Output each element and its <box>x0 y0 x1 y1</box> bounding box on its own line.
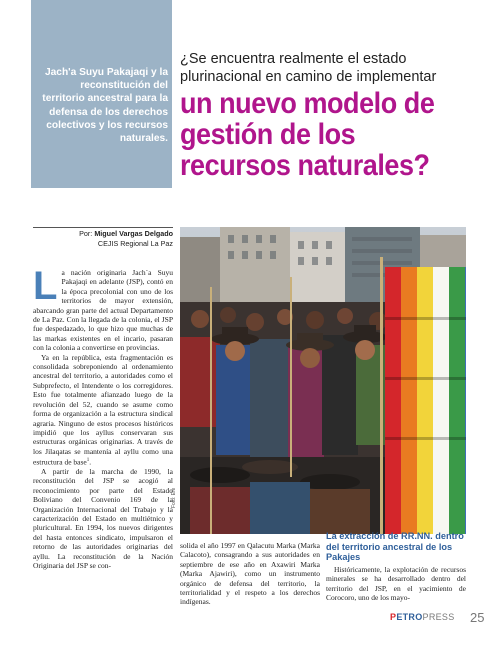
article-column-right <box>326 565 466 603</box>
question-heading: ¿Se encuentra realmente el estado plurinacional en camino de implementar <box>180 51 437 85</box>
dropcap: L <box>33 264 58 308</box>
headline: un nuevo modelo de gestión de los recursos naturales? <box>180 87 435 182</box>
petropress-logo: PETROPRESS <box>390 612 455 622</box>
photo-credit: Foto: Efe <box>171 487 177 508</box>
byline-author: Miguel Vargas Delgado <box>94 229 173 238</box>
sidebar-summary: Jach'a Suyu Pakajaqi y la reconstitución del territorio ancestral para la defensa de los derechos colectivos y los recursos naturales. <box>42 67 168 145</box>
article-paragraph: solida el año 1997 en Qalacutu Marka (Marka Calacoto), consagrando a sus autoridades en septiembre de ese año en Axawiri Marka (Marka Ajawiri), como un instrumento orgánico de defensa del territorio, la territorialidad y el respeto a los derechos indígenas. <box>180 541 320 607</box>
page-number: 25 <box>470 610 485 625</box>
byline-affiliation: CEJIS Regional La Paz <box>97 239 173 248</box>
article-paragraph: Ya en la república, esta fragmentación es consolidada sobreponiendo al ordenamiento ancestral del territorio, a autoridades como el Subprefecto, el Intendente o los corregidores. Esto fue totalmente afianzado luego de la revolución del 52, cuando se asume como forma de organización a la estructura sindical agraria. Ninguno de estos procesos históricos impidió que los ayllus conservaran sus estructuras orgánicas originarias. A través de los Jilaqatas se mantenía al ayllu como una estructura de base$^1$. <box>33 352 173 467</box>
news-photo <box>180 227 466 534</box>
byline-rule <box>33 227 173 228</box>
article-paragraph: La nación originaria Jach´a Suyu Pakajaqi en adelante (JSP), contó en la época precolonial con uno de los territorios de mayor extensión, abarcando gran parte del actual Departamento de La Paz. Con la llegada de la colonia, el JSP fue despedazado, lo que hizo que muchas de las markas existentes en el incario, pasaran con la colonia a convertirse en provincias. <box>33 264 173 353</box>
byline <box>33 229 173 249</box>
article-paragraph: A partir de la marcha de 1990, la reconstitución del JSP se acogió al reconocimiento por parte del Estado Boliviano del Convenio 169 de la Organización Internacional del Trabajo y la caracterización del Estado en multiétnico y pluricultural. En 1994, los nuevos dirigentes del hasta entonces sindicato, impulsaron el retorno de las autoridades originarias del ayllu. La reconstitución de la Nación Originaria del JSP se con- <box>33 467 173 571</box>
article-column-middle <box>180 541 320 607</box>
article-column-left <box>33 264 173 571</box>
section-subhead: La extracción de RR.NN. dentro del territorio ancestral de los Pakajes <box>326 531 464 562</box>
byline-prefix: Por: <box>79 229 95 238</box>
article-paragraph: Históricamente, la explotación de recursos minerales se ha desarrollado dentro del territorio del JSP, en el yacimiento de Corocoro, uno de los mayo- <box>326 565 466 603</box>
